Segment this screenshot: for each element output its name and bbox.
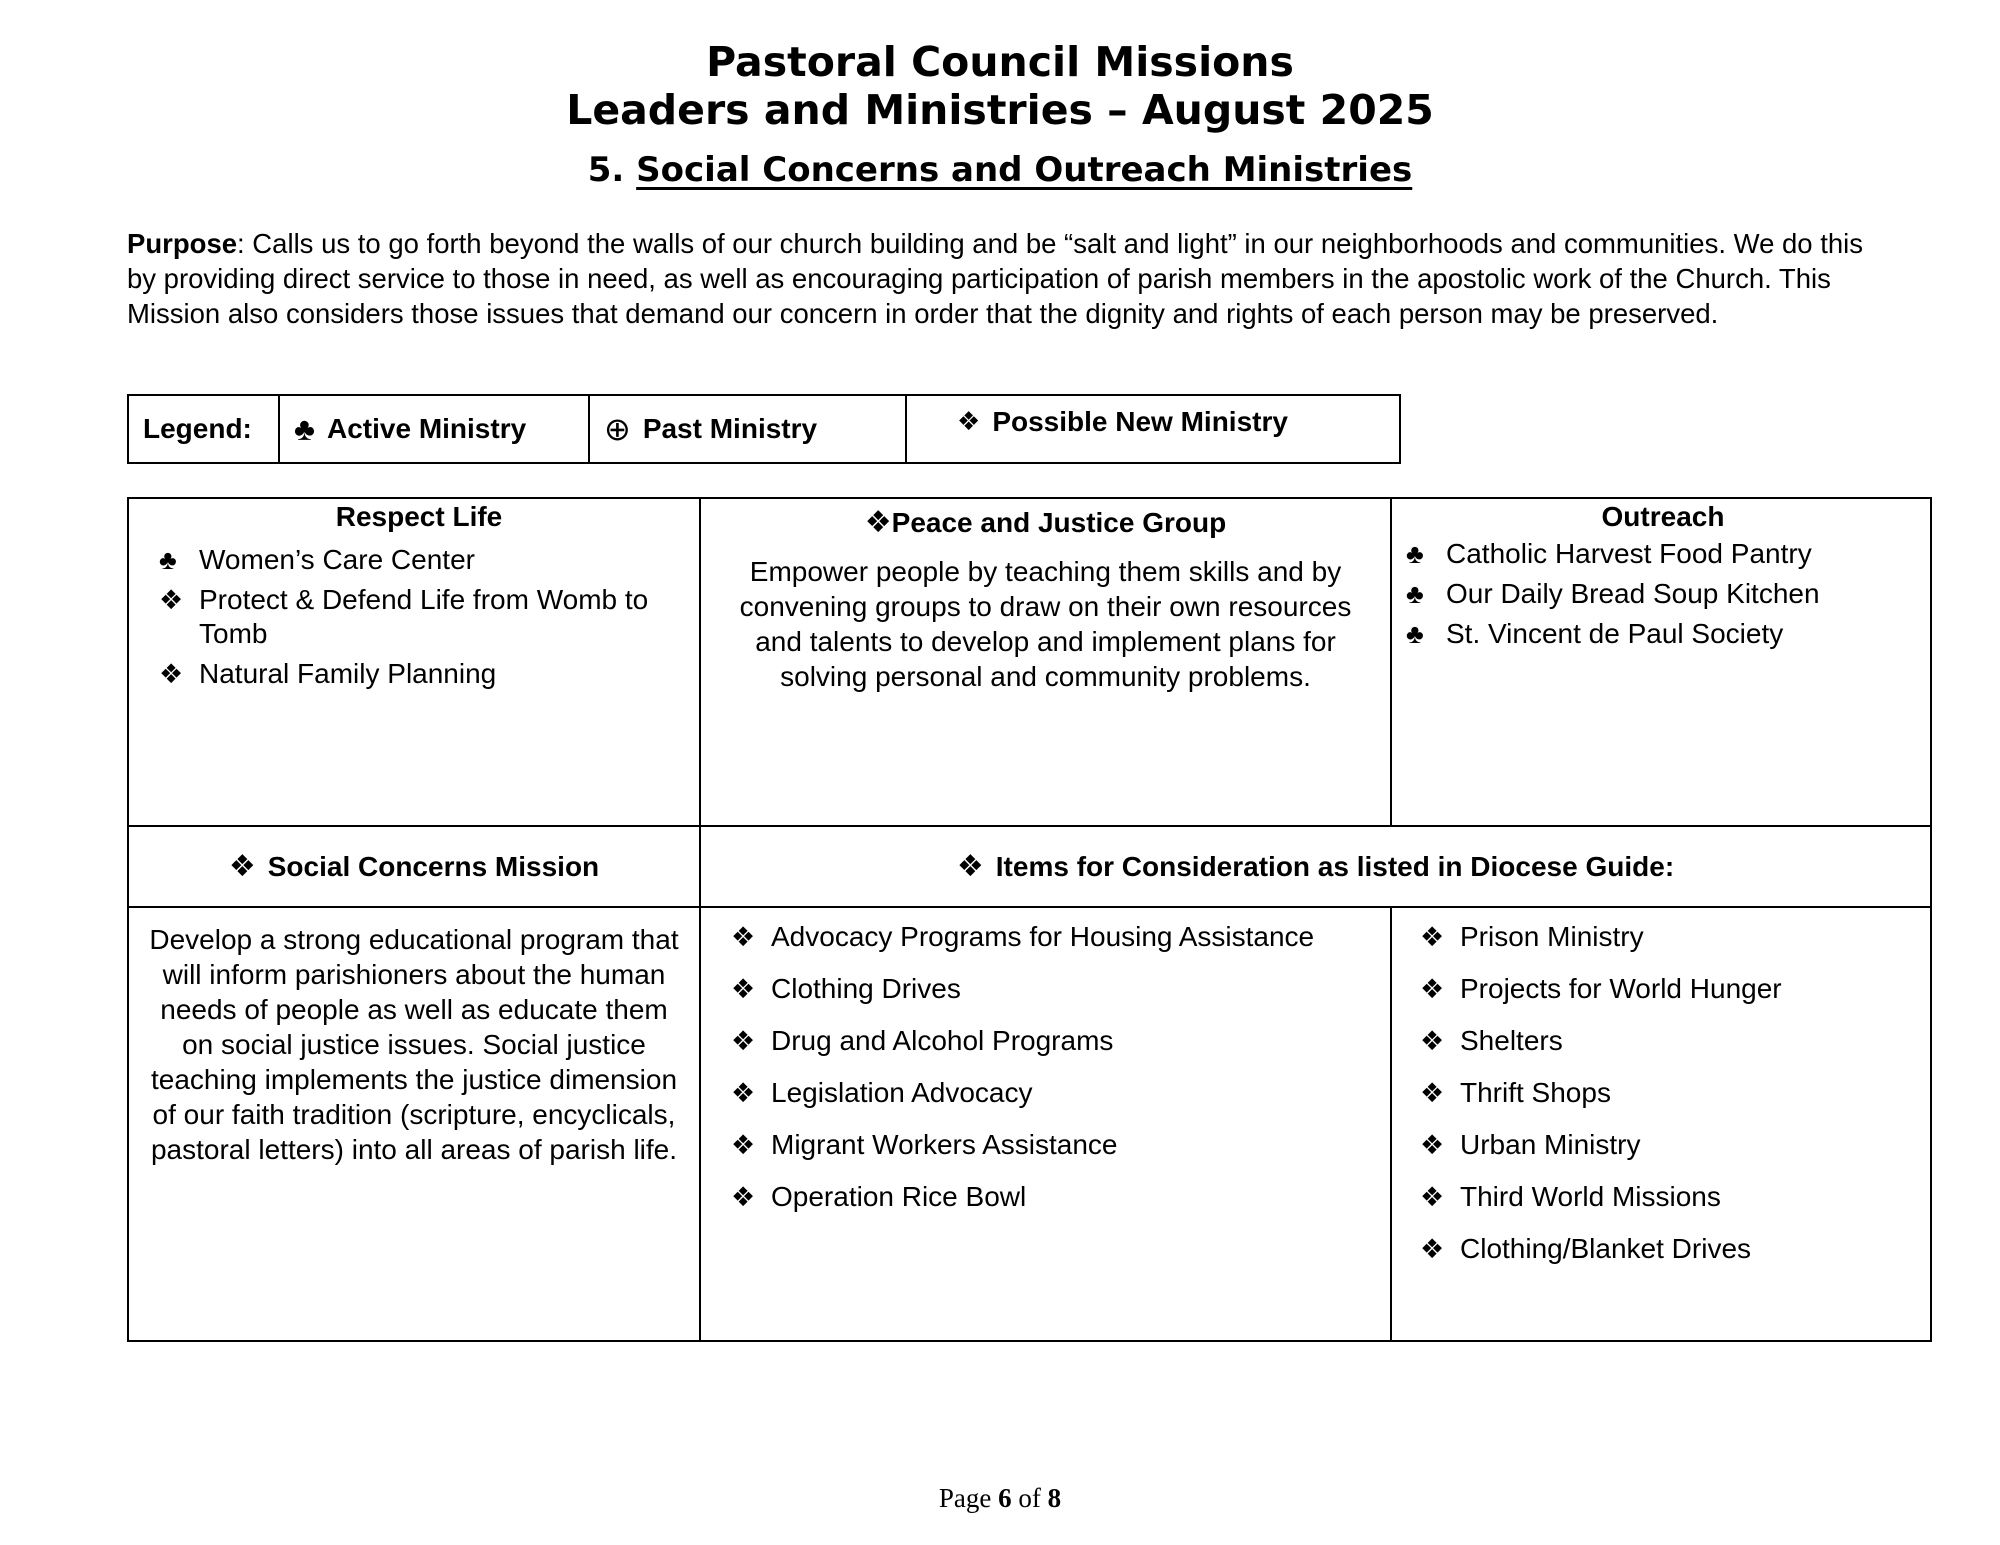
list-item-label: Women’s Care Center bbox=[199, 544, 475, 575]
list-item bbox=[159, 583, 679, 651]
club-icon: ♣ bbox=[159, 545, 177, 575]
legend-past-cell bbox=[590, 396, 907, 462]
peace-justice-heading bbox=[717, 505, 1374, 540]
list-item bbox=[731, 920, 1382, 954]
list-item-label: Third World Missions bbox=[1460, 1181, 1721, 1212]
diamond-cross-icon: ❖ bbox=[1420, 1130, 1445, 1160]
club-icon: ♣ bbox=[1406, 539, 1424, 569]
list-item bbox=[159, 543, 679, 577]
page-word: Page bbox=[938, 1483, 992, 1513]
document-subtitle: Leaders and Ministries – August 2025 bbox=[566, 86, 1434, 134]
diamond-cross-icon: ❖ bbox=[731, 922, 756, 952]
section-number: 5. bbox=[587, 150, 625, 190]
diamond-cross-icon: ❖ bbox=[956, 850, 984, 883]
legend-past-label: Past Ministry bbox=[642, 413, 818, 444]
list-item-label: Migrant Workers Assistance bbox=[771, 1129, 1118, 1160]
list-item-label: Urban Ministry bbox=[1460, 1129, 1641, 1160]
document-title: Pastoral Council Missions bbox=[706, 38, 1294, 86]
list-item-label: Catholic Harvest Food Pantry bbox=[1446, 538, 1812, 569]
respect-life-title: Respect Life bbox=[335, 501, 503, 532]
page-total: 8 bbox=[1047, 1483, 1062, 1513]
list-item bbox=[731, 1180, 1382, 1214]
outreach-cell bbox=[1392, 499, 1930, 825]
list-item-label: Our Daily Bread Soup Kitchen bbox=[1446, 578, 1820, 609]
list-item-label: Clothing Drives bbox=[771, 973, 961, 1004]
page-number bbox=[0, 1483, 2000, 1514]
section-heading bbox=[0, 150, 2000, 190]
diamond-cross-icon: ❖ bbox=[228, 850, 256, 883]
peace-justice-title: Peace and Justice Group bbox=[891, 507, 1227, 538]
diamond-cross-icon: ❖ bbox=[731, 1130, 756, 1160]
diamond-cross-icon: ❖ bbox=[957, 406, 981, 436]
legend-active-label: Active Ministry bbox=[327, 413, 527, 444]
peace-justice-description: Empower people by teaching them skills and by convening groups to draw on their own resources and talents to develop and implement plans for solving personal and community problems. bbox=[739, 556, 1352, 692]
diamond-cross-icon: ❖ bbox=[1420, 1078, 1445, 1108]
consideration-heading-cell bbox=[701, 827, 1930, 906]
list-item-label: Protect & Defend Life from Womb to Tomb bbox=[199, 584, 649, 649]
page-current: 6 bbox=[998, 1483, 1012, 1513]
list-item-label: Legislation Advocacy bbox=[771, 1077, 1033, 1108]
list-item bbox=[1420, 1024, 1922, 1058]
list-item bbox=[1420, 972, 1922, 1006]
list-item-label: Advocacy Programs for Housing Assistance bbox=[771, 921, 1315, 952]
list-item bbox=[731, 972, 1382, 1006]
purpose-paragraph bbox=[127, 226, 1887, 331]
list-item-label: Drug and Alcohol Programs bbox=[771, 1025, 1114, 1056]
legend-label-cell bbox=[129, 396, 280, 462]
list-item bbox=[1420, 1232, 1922, 1266]
diamond-cross-icon: ❖ bbox=[1420, 974, 1445, 1004]
diamond-cross-icon: ❖ bbox=[1420, 1026, 1445, 1056]
club-icon: ♣ bbox=[1406, 619, 1424, 649]
diamond-cross-icon: ❖ bbox=[1420, 922, 1445, 952]
respect-life-cell bbox=[129, 499, 699, 825]
list-item-label: Projects for World Hunger bbox=[1460, 973, 1782, 1004]
list-item bbox=[1420, 1128, 1922, 1162]
consideration-right-cell bbox=[1392, 908, 1930, 1340]
list-item-label: St. Vincent de Paul Society bbox=[1446, 618, 1784, 649]
list-item bbox=[1420, 920, 1922, 954]
legend-active-cell bbox=[280, 396, 590, 462]
social-concerns-title: Social Concerns Mission bbox=[267, 851, 600, 882]
list-item-label: Operation Rice Bowl bbox=[771, 1181, 1027, 1212]
list-item-label: Prison Ministry bbox=[1460, 921, 1644, 952]
diamond-cross-icon: ❖ bbox=[1420, 1234, 1445, 1264]
social-concerns-cell bbox=[129, 908, 699, 1340]
list-item bbox=[1406, 537, 1920, 571]
consideration-left-cell bbox=[701, 908, 1390, 1340]
consideration-heading bbox=[957, 849, 1674, 884]
list-item bbox=[159, 657, 679, 691]
list-item-label: Clothing/Blanket Drives bbox=[1460, 1233, 1752, 1264]
legend-possible-cell bbox=[907, 396, 1399, 462]
ministries-table bbox=[127, 497, 1932, 1342]
list-item bbox=[1406, 577, 1920, 611]
diamond-cross-icon: ❖ bbox=[731, 974, 756, 1004]
list-item bbox=[1406, 617, 1920, 651]
list-item-label: Natural Family Planning bbox=[199, 658, 497, 689]
list-item bbox=[731, 1076, 1382, 1110]
of-word: of bbox=[1018, 1483, 1041, 1513]
consideration-title: Items for Consideration as listed in Diocese Guide: bbox=[995, 851, 1675, 882]
diamond-cross-icon: ❖ bbox=[731, 1078, 756, 1108]
circled-plus-icon: ⊕ bbox=[604, 411, 631, 447]
list-item bbox=[731, 1128, 1382, 1162]
list-item bbox=[731, 1024, 1382, 1058]
purpose-label: Purpose bbox=[127, 228, 238, 259]
diamond-cross-icon: ❖ bbox=[864, 506, 892, 539]
list-item bbox=[1420, 1076, 1922, 1110]
social-concerns-description: Develop a strong educational program that will inform parishioners about the human needs of people as well as educate them on social justice issues. Social justice teaching implements the justice dimension of our faith tradition (scripture, encyclicals, pastoral letters) into all areas of parish life. bbox=[149, 924, 679, 1165]
list-item-label: Shelters bbox=[1460, 1025, 1563, 1056]
legend-table bbox=[127, 394, 1401, 464]
club-icon: ♣ bbox=[294, 410, 315, 447]
list-item-label: Thrift Shops bbox=[1460, 1077, 1611, 1108]
legend-label: Legend: bbox=[143, 413, 252, 444]
peace-justice-cell bbox=[701, 499, 1390, 825]
diamond-cross-icon: ❖ bbox=[159, 585, 184, 615]
section-title: Social Concerns and Outreach Ministries bbox=[636, 150, 1413, 190]
diamond-cross-icon: ❖ bbox=[731, 1182, 756, 1212]
legend-possible-label: Possible New Ministry bbox=[992, 406, 1288, 437]
purpose-text: : Calls us to go forth beyond the walls of our church building and be “salt and light” in our neighborhoods and communities. We do this by providing direct service to those in need, as well as encouraging participation of parish members in the apostolic work of the Church. This Mission also considers those issues that demand our concern in order that the dignity and rights of each person may be preserved. bbox=[127, 228, 1864, 329]
diamond-cross-icon: ❖ bbox=[1420, 1182, 1445, 1212]
club-icon: ♣ bbox=[1406, 579, 1424, 609]
social-concerns-heading-cell bbox=[129, 827, 699, 906]
social-concerns-heading bbox=[229, 849, 599, 884]
list-item bbox=[1420, 1180, 1922, 1214]
diamond-cross-icon: ❖ bbox=[159, 659, 184, 689]
diamond-cross-icon: ❖ bbox=[731, 1026, 756, 1056]
outreach-title: Outreach bbox=[1601, 501, 1725, 532]
